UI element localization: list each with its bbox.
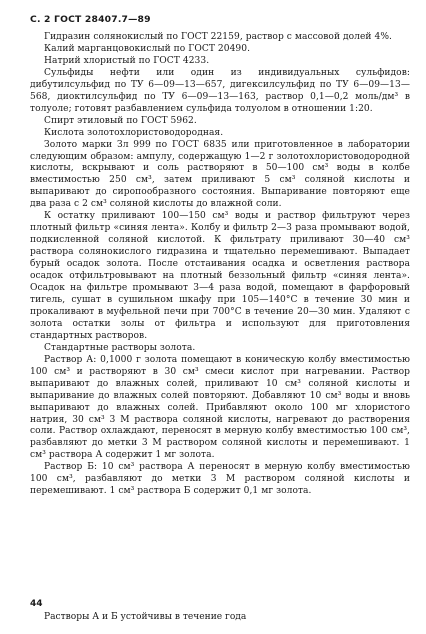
page-number: 44 xyxy=(30,599,43,609)
paragraph: Раствор Б: 10 см³ раствора А переносят в мерную колбу вместимостью 100 см³, разбавляют до метки 3 М раствором соляной кислоты и перемешивают. 1 см³ раствора Б содержит 0,1 мг золота. xyxy=(30,462,410,497)
paragraph: Кислота золотохлористоводородная. xyxy=(44,127,224,138)
paragraph: Сульфиды нефти или один из индивидуальных сульфидов: дибутилсульфид по ТУ 6—09—13—657, дигексилсульфид по ТУ 6—09—13—568, диоктилсульфид по ТУ 6—09—13—163, раствор 0,1—0,2 моль/дм³ в толуоле; готовят разбавлением сульфида толуолом в отношении 1:20. xyxy=(30,67,410,114)
final-line: Растворы А и Б устойчивы в течение года xyxy=(44,612,247,622)
paragraph: Калий марганцовокислый по ГОСТ 20490. xyxy=(44,43,251,54)
paragraph: Стандартные растворы золота. xyxy=(44,342,196,353)
paragraph: Раствор А: 0,1000 г золота помещают в коническую колбу вместимостью 100 см³ и растворяют в 30 см³ смеси кислот при нагревании. Раствор выпаривают до влажных солей, приливают 10 см³ соляной кислоты и выпаривание до влажных солей повторяют. Добавляют 10 см³ воды и вновь выпаривают до влажных солей. Прибавляют около 100 мг хлористого натрия, 30 см³ 3 М раствора соляной кислоты, нагревают до растворения соли. Раствор охлаждают, переносят в мерную колбу вместимостью 100 см³, разбавляют до метки 3 М раствором соляной кислоты и перемешивают. 1 см³ раствора А содержит 1 мг золота. xyxy=(30,354,410,461)
paragraph: Золото марки Зл 999 по ГОСТ 6835 или приготовленное в лаборатории следующим образом: ампулу, содержащую 1—2 г золотохлористоводородной кислоты, вскрывают и соль растворяют в 50—100 см³ воды в колбе вместимостью 250 см³, затем приливают 5 см³ соляной кислоты и выпаривают до сиропообразного состояния. Выпаривание повторяют еще два раза с 2 см³ соляной кислоты до влажной соли. xyxy=(30,139,410,210)
paragraph: Гидразин солянокислый по ГОСТ 22159, раствор с массовой долей 4%. xyxy=(44,32,392,42)
paragraph: Натрий хлористый по ГОСТ 4233. xyxy=(44,55,210,66)
body-text xyxy=(30,32,410,498)
page-header: С. 2 ГОСТ 28407.7—89 xyxy=(30,14,151,25)
paragraph: К остатку приливают 100—150 см³ воды и раствор фильтруют через плотный фильтр «синяя лента». Колбу и фильтр 2—3 раза промывают водой, подкисленной соляной кислотой. К фильтрату приливают 30—40 см³ раствора солянокислого гидразина и тщательно перемешивают. Выпадает бурый осадок золота. После отстаивания осадка и осветления раствора осадок отфильтровывают на плотный беззольный фильтр «синяя лента». Осадок на фильтре промывают 3—4 раза водой, помещают в фарфоровый тигель, сушат в сушильном шкафу при 105—140°С в течение 30 мин и прокаливают в муфельной печи при 700°С в течение 20—30 мин. Удаляют с золота остатки золы от фильтра и используют для приготовления стандартных растворов. xyxy=(30,211,410,341)
paragraph: Спирт этиловый по ГОСТ 5962. xyxy=(44,115,197,126)
